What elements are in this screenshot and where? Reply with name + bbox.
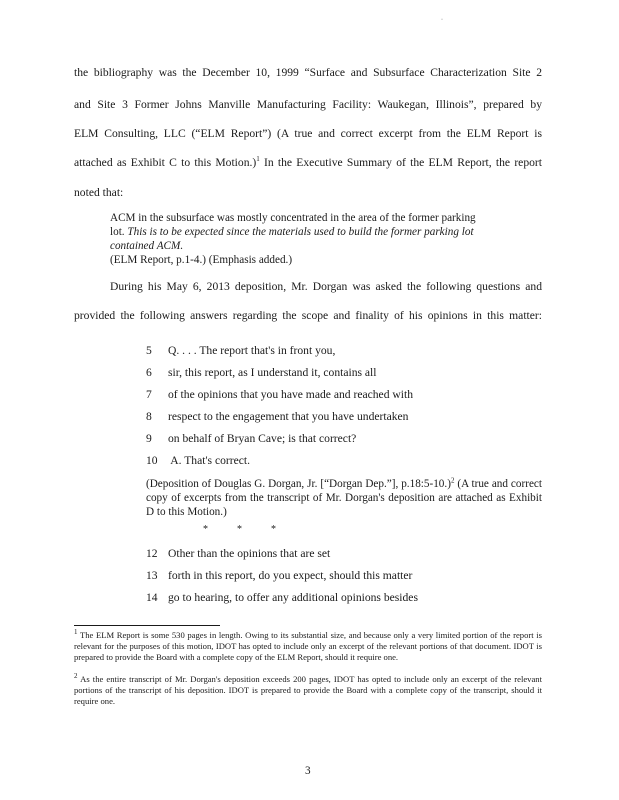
transcript-line: 12 Other than the opinions that are set — [146, 547, 331, 560]
transcript-line: 6 sir, this report, as I understand it, contains all — [146, 366, 377, 379]
body-line-2: and Site 3 Former Johns Manville Manufacturing Facility: Waukegan, Illinois”, prepared by — [74, 98, 542, 111]
body-line-4-text-a: attached as Exhibit C to this Motion.) — [74, 156, 257, 169]
transcript-line: 5 Q. . . . The report that's in front you, — [146, 344, 336, 357]
deposition-citation: (Deposition of Douglas G. Dorgan, Jr. [“Dorgan Dep.”], p.18:5-10.)$^2$ (A true and correct copy of excerpts from the transcript of Mr. Dorgan's deposition are attached as Exhibit D to this Motion.) — [146, 476, 542, 518]
corner-mark: · — [441, 17, 443, 23]
transcript-line: 14 go to hearing, to offer any additional opinions besides — [146, 591, 418, 604]
body-line-1: the bibliography was the December 10, 1999 “Surface and Subsurface Characterization Site 2 — [74, 66, 542, 79]
body-line-4 — [74, 156, 542, 170]
blockquote-line-3: contained ACM. — [110, 240, 184, 252]
footnote-ref-2[interactable]: 2 — [450, 476, 455, 485]
footnote-divider — [74, 625, 220, 626]
section-break-stars: * * * — [203, 524, 276, 535]
body2-line-2: provided the following answers regarding the scope and finality of his opinions in this matter: — [74, 309, 542, 322]
footnote-ref-1[interactable]: 1 — [256, 155, 260, 164]
transcript-line: 9 on behalf of Bryan Cave; is that correct? — [146, 432, 357, 445]
body-line-5: noted that: — [74, 186, 124, 199]
page-number: 3 — [305, 765, 311, 777]
transcript-line: 10 A. That's correct. — [146, 454, 251, 467]
transcript-line: 7 of the opinions that you have made and reached with — [146, 388, 414, 401]
blockquote-line-2-a: lot. — [110, 226, 125, 238]
blockquote-emphasis: This is to be expected since the materials used to build the former parking lot — [127, 226, 474, 238]
blockquote-line-1: ACM in the subsurface was mostly concentrated in the area of the former parking — [110, 212, 476, 224]
footnote-1: $^1$ The ELM Report is some 530 pages in length. Owing to its substantial size, and because only a very limited portion of the report is relevant for the purposes of this motion, IDOT has opted to include only an excerpt of the relevant portions of that document. IDOT is prepared to provide the Board with a complete copy of the ELM Report, should it require one. — [74, 628, 542, 662]
blockquote-citation: (ELM Report, p.1-4.) (Emphasis added.) — [110, 254, 293, 266]
transcript-line: 13 forth in this report, do you expect, should this matter — [146, 569, 413, 582]
body-line-4-text-b: In the Executive Summary of the ELM Report, the report — [264, 156, 542, 169]
blockquote-line-2 — [110, 225, 474, 239]
footnote-2: $^2$ As the entire transcript of Mr. Dorgan's deposition exceeds 200 pages, IDOT has opted to include only an excerpt of the relevant portions of the transcript of his deposition. IDOT is prepared to provide the Board with a complete copy of the transcript, should it require one. — [74, 672, 542, 706]
body-line-3: ELM Consulting, LLC (“ELM Report”) (A true and correct excerpt from the ELM Report is — [74, 127, 542, 140]
body2-line-1: During his May 6, 2013 deposition, Mr. Dorgan was asked the following questions and — [110, 280, 542, 293]
transcript-line: 8 respect to the engagement that you have undertaken — [146, 410, 409, 423]
